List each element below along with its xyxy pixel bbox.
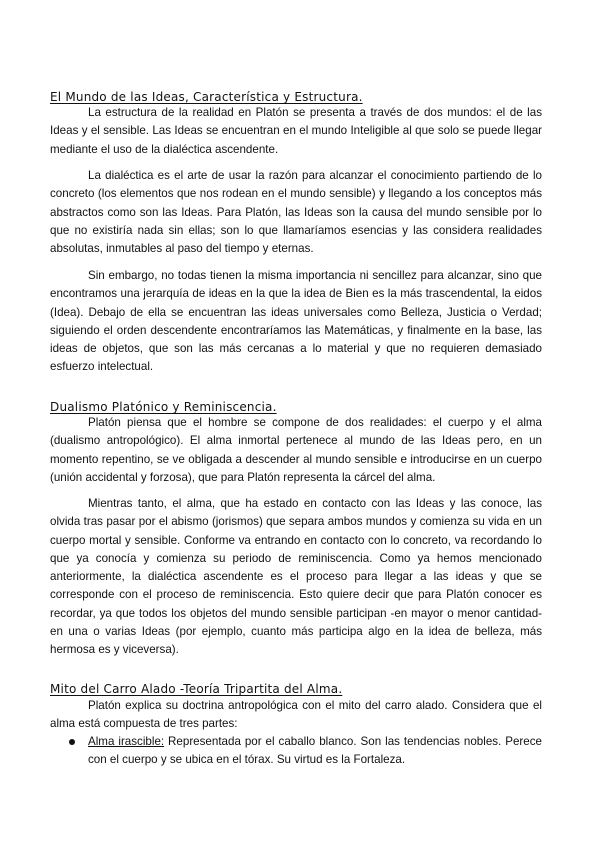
paragraph: Sin embargo, no todas tienen la misma importancia ni sencillez para alcanzar, sino que encontramos una jerarquía de ideas en la que la idea de Bien es la más trascendental, la eidos (Idea). Debajo de ella se encuentran las ideas universales como Belleza, Justicia o Verdad; siguiendo el orden descendente encontraríamos las Matemáticas, y finalmente en la base, las ideas de objetos, que son las más cercanas a lo material y que no requieren demasiado esfuerzo intelectual. [50, 269, 542, 374]
list-item [50, 733, 542, 770]
list-item-text: Representada por el caballo blanco. Son las tendencias nobles. Perece con el cuerpo y se ubica en el tórax. Su virtud es la Fortaleza. [88, 735, 542, 767]
paragraph: La estructura de la realidad en Platón se presenta a través de dos mundos: el de las Ideas y el sensible. Las Ideas se encuentran en el mundo Inteligible al que solo se puede llegar mediante el uso de la dialéctica ascendente. [50, 106, 542, 156]
list-item-term: Alma irascible: [88, 735, 165, 748]
section-heading-dualismo: Dualismo Platónico y Reminiscencia. [50, 400, 277, 414]
paragraph: Platón explica su doctrina antropológica con el mito del carro alado. Considera que el alma está compuesta de tres partes: [50, 699, 542, 731]
bullet-icon [69, 739, 75, 745]
paragraph: Mientras tanto, el alma, que ha estado en contacto con las Ideas y las conoce, las olvida tras pasar por el abismo (jorismos) que separa ambos mundos y comienza su vida en un cuerpo mortal y sensible. Conforme va entrando en contacto con lo concreto, va recordando lo que ya conocía y comienza su periodo de reminiscencia. Como ya hemos mencionado anteriormente, la dialéctica ascendente es el proceso para llegar a las ideas y que se corresponde con el proceso de reminiscencia. Esto quiere decir que para Platón conocer es recordar, ya que todos los objetos del mundo sensible participan -en mayor o menor cantidad- en una o varias Ideas (por ejemplo, cuanto más participa algo en la idea de belleza, más hermosa es y viceversa). [50, 497, 542, 657]
paragraph: Platón piensa que el hombre se compone de dos realidades: el cuerpo y el alma (dualismo antropológico). El alma inmortal pertenece al mundo de las Ideas pero, en un momento repentino, se ve obligada a descender al mundo sensible e introducirse en un cuerpo (unión accidental y forzosa), que para Platón representa la cárcel del alma. [50, 416, 542, 484]
soul-parts-list [50, 733, 542, 770]
section-heading-mito: Mito del Carro Alado -Teoría Tripartita del Alma. [50, 682, 343, 696]
section-heading-ideas: El Mundo de las Ideas, Característica y Estructura. [50, 90, 363, 104]
paragraph: La dialéctica es el arte de usar la razón para alcanzar el conocimiento partiendo de lo concreto (los elementos que nos rodean en el mundo sensible) y llegando a los conceptos más abstractos como son las Ideas. Para Platón, las Ideas son la causa del mundo sensible por lo que no existiría nada sin ellas; son lo que llamaríamos esencias y las considera realidades absolutas, inmutables al paso del tiempo y eternas. [50, 169, 542, 256]
